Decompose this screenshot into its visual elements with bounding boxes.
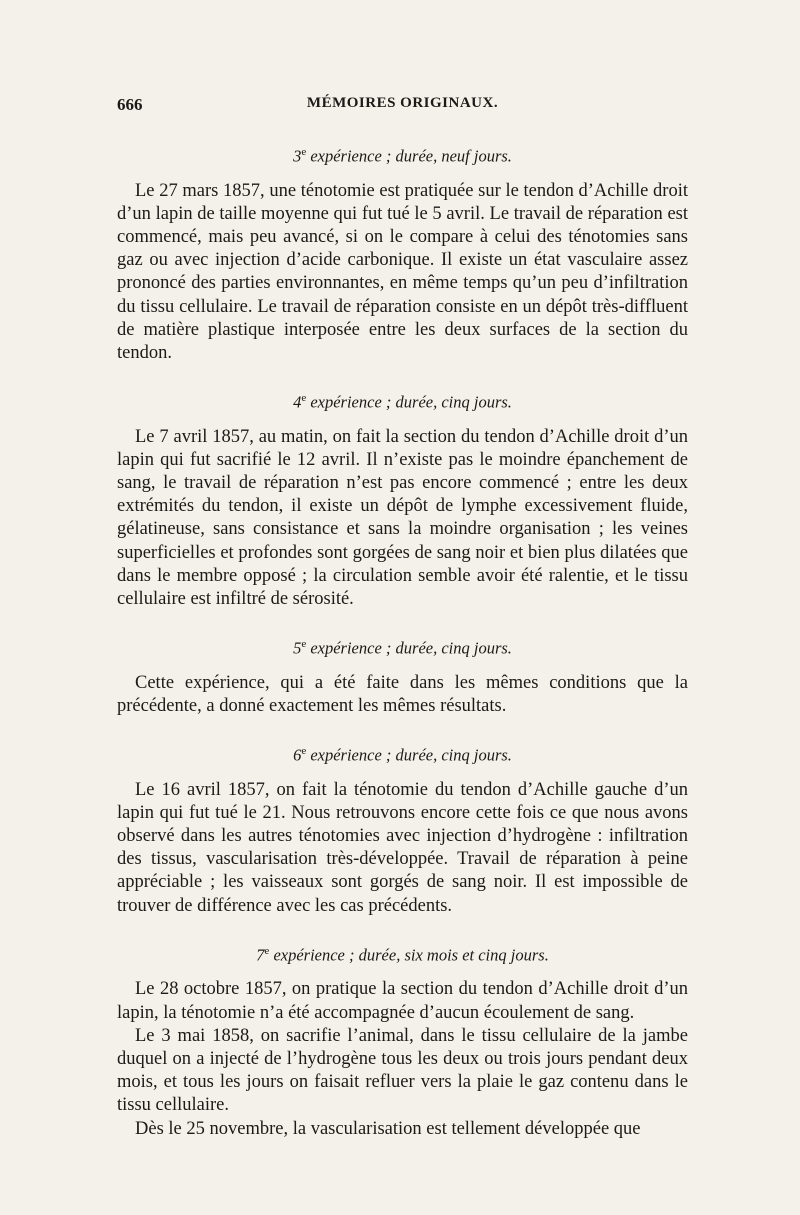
section-heading: [117, 940, 688, 967]
section-number: 3: [293, 146, 302, 166]
section-title: expérience ; durée, cinq jours.: [306, 392, 512, 412]
section-title: expérience ; durée, cinq jours.: [306, 745, 512, 765]
running-title: MÉMOIRES ORIGINAUX.: [306, 95, 499, 111]
section-number-suffix: e: [264, 944, 270, 957]
paragraph: Le 27 mars 1857, une ténotomie est pratiquée sur le tendon d’Achille droit d’un lapin de taille moyenne qui fut tué le 5 avril. Le travail de réparation est commencé, mais peu avancé, si on le compare à celui des ténotomies sans gaz ou avec injection d’acide carbonique. Il existe un état vasculaire assez prononcé des parties environnantes, en même temps qu’un peu d’infiltration du tissu cellulaire. Le travail de réparation consiste en un dépôt très-diffluent de matière plastique interposée entre les deux surfaces de la section du tendon.: [117, 180, 688, 363]
section-number-suffix: e: [301, 745, 307, 758]
section-number-suffix: e: [301, 392, 307, 405]
paragraph: Dès le 25 novembre, la vascularisation est tellement développée que: [135, 1118, 641, 1139]
section-heading: [117, 387, 688, 414]
paragraph: Le 28 octobre 1857, on pratique la section du tendon d’Achille droit d’un lapin, la ténotomie n’a été accompagnée d’aucun écoulement de sang.: [117, 979, 688, 1023]
page-number: 666: [117, 95, 143, 114]
section-heading: [117, 633, 688, 660]
section-title: expérience ; durée, six mois et cinq jours.: [269, 945, 549, 965]
paragraph: Le 7 avril 1857, au matin, on fait la section du tendon d’Achille droit d’un lapin qui fut sacrifié le 12 avril. Il n’existe pas le moindre épanchement de sang, le travail de réparation n’est pas encore commencé ; entre les deux extrémités du tendon, il existe un dépôt de lymphe excessivement fluide, gélatineuse, sans consistance et sans la moindre organisation ; les veines superficielles et profondes sont gorgées de sang noir et bien plus dilatées que dans le membre opposé ; la circulation semble avoir été ralentie, et le tissu cellulaire est infiltré de sérosité.: [117, 426, 688, 610]
section-title: expérience ; durée, neuf jours.: [306, 146, 512, 166]
section-number-suffix: e: [301, 146, 307, 158]
section-number: 6: [293, 745, 302, 765]
section-heading: [117, 141, 688, 168]
running-head: [117, 95, 688, 121]
paragraph: Cette expérience, qui a été faite dans les mêmes conditions que la précédente, a donné exactement les mêmes résultats.: [117, 672, 688, 716]
section-number: 4: [293, 392, 302, 412]
section-number: 5: [293, 638, 302, 658]
paragraph: Le 16 avril 1857, on fait la ténotomie du tendon d’Achille gauche d’un lapin qui fut tué le 21. Nous retrouvons encore cette fois ce que nous avons observé dans les autres ténotomies avec injection d’hydrogène : infiltration des tissus, vascularisation très-développée. Travail de réparation à peine appréciable ; les vaisseaux sont gorgés de sang noir. Il est impossible de trouver de différence avec les cas précédents.: [117, 779, 688, 916]
section-number: 7: [256, 945, 265, 965]
paragraph: Le 3 mai 1858, on sacrifie l’animal, dans le tissu cellulaire de la jambe duquel on a injecté de l’hydrogène tous les deux ou trois jours pendant deux mois, et tous les jours on faisait refluer vers la plaie le gaz contenu dans le tissu cellulaire.: [117, 1025, 688, 1116]
section-number-suffix: e: [301, 638, 307, 651]
section-title: expérience ; durée, cinq jours.: [306, 638, 512, 658]
section-heading: [117, 740, 688, 767]
